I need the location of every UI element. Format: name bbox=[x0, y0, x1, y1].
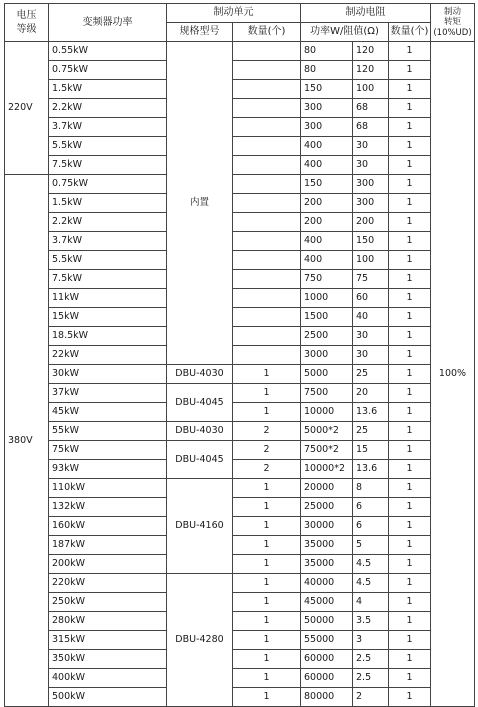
resistor-power-cell: 200 bbox=[301, 194, 353, 213]
brake-unit-qty-cell: 1 bbox=[233, 688, 301, 707]
brake-selection-table bbox=[4, 3, 475, 707]
resistor-power-cell: 1000 bbox=[301, 289, 353, 308]
inverter-power-cell: 200kW bbox=[49, 555, 167, 574]
resistor-ohm-cell: 3.5 bbox=[353, 612, 389, 631]
resistor-power-cell: 150 bbox=[301, 80, 353, 99]
brake-unit-qty-cell: 2 bbox=[233, 441, 301, 460]
table-row bbox=[5, 536, 475, 555]
resistor-qty-cell: 1 bbox=[389, 156, 431, 175]
header-resistor-qty: 数量(个) bbox=[389, 23, 431, 42]
header-torque-line2: 转矩 bbox=[443, 17, 461, 28]
brake-unit-model-cell: 内置 bbox=[167, 42, 233, 365]
resistor-ohm-cell: 120 bbox=[353, 61, 389, 80]
inverter-power-cell: 45kW bbox=[49, 403, 167, 422]
brake-unit-qty-cell: 1 bbox=[233, 612, 301, 631]
brake-unit-qty-cell: 1 bbox=[233, 669, 301, 688]
table-row bbox=[5, 631, 475, 650]
resistor-power-cell: 400 bbox=[301, 137, 353, 156]
header-brake-resistor: 制动电阻 bbox=[301, 4, 431, 23]
resistor-qty-cell: 1 bbox=[389, 669, 431, 688]
resistor-power-cell: 400 bbox=[301, 232, 353, 251]
resistor-power-cell: 40000 bbox=[301, 574, 353, 593]
resistor-qty-cell: 1 bbox=[389, 403, 431, 422]
brake-unit-qty-cell: 1 bbox=[233, 555, 301, 574]
table-row bbox=[5, 612, 475, 631]
voltage-level-cell: 380V bbox=[5, 175, 49, 707]
brake-unit-qty-cell: 1 bbox=[233, 593, 301, 612]
inverter-power-cell: 0.75kW bbox=[49, 175, 167, 194]
inverter-power-cell: 160kW bbox=[49, 517, 167, 536]
header-torque-line1: 制动 bbox=[443, 6, 461, 17]
resistor-ohm-cell: 25 bbox=[353, 422, 389, 441]
table-row bbox=[5, 555, 475, 574]
inverter-power-cell: 220kW bbox=[49, 574, 167, 593]
resistor-power-cell: 5000*2 bbox=[301, 422, 353, 441]
table-row bbox=[5, 99, 475, 118]
resistor-power-cell: 35000 bbox=[301, 555, 353, 574]
resistor-qty-cell: 1 bbox=[389, 555, 431, 574]
brake-unit-model-cell: DBU-4030 bbox=[167, 422, 233, 441]
resistor-power-cell: 25000 bbox=[301, 498, 353, 517]
voltage-level-cell: 220V bbox=[5, 42, 49, 175]
inverter-power-cell: 55kW bbox=[49, 422, 167, 441]
table-row bbox=[5, 479, 475, 498]
brake-unit-qty-cell bbox=[233, 346, 301, 365]
resistor-ohm-cell: 100 bbox=[353, 80, 389, 99]
inverter-power-cell: 0.75kW bbox=[49, 61, 167, 80]
table-row bbox=[5, 270, 475, 289]
header-voltage bbox=[5, 4, 49, 42]
brake-selection-table-wrapper bbox=[4, 3, 475, 707]
brake-unit-qty-cell bbox=[233, 42, 301, 61]
resistor-qty-cell: 1 bbox=[389, 688, 431, 707]
resistor-power-cell: 7500*2 bbox=[301, 441, 353, 460]
inverter-power-cell: 2.2kW bbox=[49, 213, 167, 232]
resistor-power-cell: 80000 bbox=[301, 688, 353, 707]
resistor-ohm-cell: 75 bbox=[353, 270, 389, 289]
table-row bbox=[5, 669, 475, 688]
inverter-power-cell: 500kW bbox=[49, 688, 167, 707]
resistor-power-cell: 20000 bbox=[301, 479, 353, 498]
brake-unit-qty-cell: 1 bbox=[233, 574, 301, 593]
resistor-qty-cell: 1 bbox=[389, 612, 431, 631]
brake-torque-cell: 100% bbox=[431, 42, 475, 707]
table-row bbox=[5, 194, 475, 213]
brake-unit-qty-cell: 2 bbox=[233, 460, 301, 479]
inverter-power-cell: 37kW bbox=[49, 384, 167, 403]
resistor-qty-cell: 1 bbox=[389, 593, 431, 612]
inverter-power-cell: 93kW bbox=[49, 460, 167, 479]
brake-unit-qty-cell: 1 bbox=[233, 403, 301, 422]
resistor-qty-cell: 1 bbox=[389, 460, 431, 479]
inverter-power-cell: 5.5kW bbox=[49, 251, 167, 270]
brake-unit-qty-cell: 1 bbox=[233, 479, 301, 498]
table-row bbox=[5, 422, 475, 441]
resistor-qty-cell: 1 bbox=[389, 574, 431, 593]
inverter-power-cell: 110kW bbox=[49, 479, 167, 498]
table-row bbox=[5, 308, 475, 327]
brake-unit-model-cell: DBU-4045 bbox=[167, 384, 233, 422]
table-row bbox=[5, 61, 475, 80]
brake-unit-model-cell: DBU-4280 bbox=[167, 574, 233, 707]
inverter-power-cell: 22kW bbox=[49, 346, 167, 365]
resistor-qty-cell: 1 bbox=[389, 479, 431, 498]
header-unit-qty: 数量(个) bbox=[233, 23, 301, 42]
resistor-qty-cell: 1 bbox=[389, 61, 431, 80]
brake-unit-qty-cell bbox=[233, 118, 301, 137]
inverter-power-cell: 18.5kW bbox=[49, 327, 167, 346]
resistor-ohm-cell: 150 bbox=[353, 232, 389, 251]
table-row bbox=[5, 327, 475, 346]
table-row bbox=[5, 213, 475, 232]
resistor-ohm-cell: 15 bbox=[353, 441, 389, 460]
resistor-qty-cell: 1 bbox=[389, 365, 431, 384]
inverter-power-cell: 1.5kW bbox=[49, 194, 167, 213]
resistor-qty-cell: 1 bbox=[389, 213, 431, 232]
resistor-power-cell: 55000 bbox=[301, 631, 353, 650]
resistor-ohm-cell: 100 bbox=[353, 251, 389, 270]
resistor-ohm-cell: 25 bbox=[353, 365, 389, 384]
resistor-power-cell: 30000 bbox=[301, 517, 353, 536]
resistor-power-cell: 2500 bbox=[301, 327, 353, 346]
resistor-qty-cell: 1 bbox=[389, 441, 431, 460]
inverter-power-cell: 3.7kW bbox=[49, 118, 167, 137]
resistor-qty-cell: 1 bbox=[389, 327, 431, 346]
resistor-power-cell: 750 bbox=[301, 270, 353, 289]
brake-unit-qty-cell bbox=[233, 80, 301, 99]
resistor-ohm-cell: 4 bbox=[353, 593, 389, 612]
table-row bbox=[5, 156, 475, 175]
resistor-qty-cell: 1 bbox=[389, 631, 431, 650]
resistor-ohm-cell: 13.6 bbox=[353, 403, 389, 422]
resistor-ohm-cell: 40 bbox=[353, 308, 389, 327]
inverter-power-cell: 11kW bbox=[49, 289, 167, 308]
table-row bbox=[5, 384, 475, 403]
table-row bbox=[5, 460, 475, 479]
resistor-power-cell: 80 bbox=[301, 42, 353, 61]
table-row bbox=[5, 688, 475, 707]
table-row bbox=[5, 80, 475, 99]
resistor-ohm-cell: 4.5 bbox=[353, 555, 389, 574]
resistor-qty-cell: 1 bbox=[389, 308, 431, 327]
resistor-power-cell: 400 bbox=[301, 156, 353, 175]
inverter-power-cell: 3.7kW bbox=[49, 232, 167, 251]
resistor-ohm-cell: 8 bbox=[353, 479, 389, 498]
table-row bbox=[5, 441, 475, 460]
resistor-ohm-cell: 2.5 bbox=[353, 650, 389, 669]
brake-unit-qty-cell bbox=[233, 251, 301, 270]
inverter-power-cell: 2.2kW bbox=[49, 99, 167, 118]
resistor-qty-cell: 1 bbox=[389, 232, 431, 251]
header-brake-torque bbox=[431, 4, 475, 42]
resistor-qty-cell: 1 bbox=[389, 289, 431, 308]
resistor-ohm-cell: 3 bbox=[353, 631, 389, 650]
table-row bbox=[5, 251, 475, 270]
resistor-ohm-cell: 30 bbox=[353, 346, 389, 365]
resistor-qty-cell: 1 bbox=[389, 270, 431, 289]
resistor-qty-cell: 1 bbox=[389, 175, 431, 194]
resistor-power-cell: 80 bbox=[301, 61, 353, 80]
brake-unit-qty-cell: 1 bbox=[233, 631, 301, 650]
brake-unit-qty-cell bbox=[233, 194, 301, 213]
inverter-power-cell: 132kW bbox=[49, 498, 167, 517]
inverter-power-cell: 0.55kW bbox=[49, 42, 167, 61]
resistor-power-cell: 50000 bbox=[301, 612, 353, 631]
inverter-power-cell: 400kW bbox=[49, 669, 167, 688]
table-row bbox=[5, 498, 475, 517]
resistor-ohm-cell: 68 bbox=[353, 99, 389, 118]
resistor-ohm-cell: 68 bbox=[353, 118, 389, 137]
resistor-qty-cell: 1 bbox=[389, 194, 431, 213]
brake-unit-qty-cell bbox=[233, 270, 301, 289]
resistor-power-cell: 10000*2 bbox=[301, 460, 353, 479]
table-row bbox=[5, 232, 475, 251]
resistor-ohm-cell: 13.6 bbox=[353, 460, 389, 479]
header-torque-line3: (10%UD) bbox=[433, 27, 472, 38]
table-row bbox=[5, 593, 475, 612]
resistor-ohm-cell: 200 bbox=[353, 213, 389, 232]
brake-unit-qty-cell bbox=[233, 61, 301, 80]
brake-unit-qty-cell bbox=[233, 232, 301, 251]
resistor-qty-cell: 1 bbox=[389, 346, 431, 365]
resistor-qty-cell: 1 bbox=[389, 99, 431, 118]
table-row bbox=[5, 42, 475, 61]
resistor-ohm-cell: 30 bbox=[353, 156, 389, 175]
inverter-power-cell: 7.5kW bbox=[49, 270, 167, 289]
brake-unit-qty-cell bbox=[233, 137, 301, 156]
brake-unit-qty-cell: 1 bbox=[233, 384, 301, 403]
inverter-power-cell: 350kW bbox=[49, 650, 167, 669]
header-voltage-line2: 等级 bbox=[16, 23, 37, 35]
resistor-ohm-cell: 300 bbox=[353, 194, 389, 213]
table-row bbox=[5, 574, 475, 593]
resistor-power-cell: 60000 bbox=[301, 650, 353, 669]
brake-unit-qty-cell: 1 bbox=[233, 536, 301, 555]
resistor-ohm-cell: 300 bbox=[353, 175, 389, 194]
resistor-qty-cell: 1 bbox=[389, 422, 431, 441]
resistor-qty-cell: 1 bbox=[389, 517, 431, 536]
inverter-power-cell: 30kW bbox=[49, 365, 167, 384]
table-row bbox=[5, 137, 475, 156]
header-voltage-line1: 电压 bbox=[16, 9, 37, 21]
inverter-power-cell: 1.5kW bbox=[49, 80, 167, 99]
inverter-power-cell: 7.5kW bbox=[49, 156, 167, 175]
resistor-qty-cell: 1 bbox=[389, 80, 431, 99]
brake-unit-qty-cell bbox=[233, 99, 301, 118]
resistor-qty-cell: 1 bbox=[389, 536, 431, 555]
brake-unit-qty-cell: 1 bbox=[233, 498, 301, 517]
resistor-power-cell: 3000 bbox=[301, 346, 353, 365]
brake-unit-qty-cell bbox=[233, 175, 301, 194]
table-row bbox=[5, 346, 475, 365]
resistor-ohm-cell: 120 bbox=[353, 42, 389, 61]
header-brake-unit: 制动单元 bbox=[167, 4, 301, 23]
resistor-qty-cell: 1 bbox=[389, 251, 431, 270]
inverter-power-cell: 187kW bbox=[49, 536, 167, 555]
header-resistor-spec: 功率W/阻值(Ω) bbox=[301, 23, 389, 42]
inverter-power-cell: 75kW bbox=[49, 441, 167, 460]
resistor-ohm-cell: 30 bbox=[353, 137, 389, 156]
brake-unit-model-cell: DBU-4045 bbox=[167, 441, 233, 479]
resistor-power-cell: 300 bbox=[301, 118, 353, 137]
inverter-power-cell: 315kW bbox=[49, 631, 167, 650]
resistor-ohm-cell: 6 bbox=[353, 517, 389, 536]
resistor-qty-cell: 1 bbox=[389, 498, 431, 517]
resistor-power-cell: 400 bbox=[301, 251, 353, 270]
resistor-power-cell: 5000 bbox=[301, 365, 353, 384]
table-row bbox=[5, 517, 475, 536]
table-row bbox=[5, 118, 475, 137]
resistor-power-cell: 150 bbox=[301, 175, 353, 194]
brake-unit-qty-cell: 1 bbox=[233, 517, 301, 536]
inverter-power-cell: 15kW bbox=[49, 308, 167, 327]
resistor-ohm-cell: 6 bbox=[353, 498, 389, 517]
resistor-ohm-cell: 2 bbox=[353, 688, 389, 707]
header-power: 变频器功率 bbox=[49, 4, 167, 42]
table-row bbox=[5, 403, 475, 422]
resistor-ohm-cell: 60 bbox=[353, 289, 389, 308]
resistor-qty-cell: 1 bbox=[389, 650, 431, 669]
resistor-power-cell: 300 bbox=[301, 99, 353, 118]
resistor-ohm-cell: 20 bbox=[353, 384, 389, 403]
brake-unit-qty-cell bbox=[233, 289, 301, 308]
resistor-ohm-cell: 5 bbox=[353, 536, 389, 555]
resistor-qty-cell: 1 bbox=[389, 42, 431, 61]
brake-unit-qty-cell: 1 bbox=[233, 650, 301, 669]
brake-unit-qty-cell bbox=[233, 156, 301, 175]
resistor-power-cell: 35000 bbox=[301, 536, 353, 555]
brake-unit-qty-cell bbox=[233, 213, 301, 232]
inverter-power-cell: 5.5kW bbox=[49, 137, 167, 156]
resistor-power-cell: 200 bbox=[301, 213, 353, 232]
inverter-power-cell: 280kW bbox=[49, 612, 167, 631]
resistor-power-cell: 1500 bbox=[301, 308, 353, 327]
resistor-qty-cell: 1 bbox=[389, 137, 431, 156]
inverter-power-cell: 250kW bbox=[49, 593, 167, 612]
resistor-ohm-cell: 4.5 bbox=[353, 574, 389, 593]
resistor-qty-cell: 1 bbox=[389, 384, 431, 403]
header-model: 规格型号 bbox=[167, 23, 233, 42]
resistor-power-cell: 7500 bbox=[301, 384, 353, 403]
brake-unit-qty-cell: 2 bbox=[233, 422, 301, 441]
resistor-qty-cell: 1 bbox=[389, 118, 431, 137]
brake-unit-qty-cell: 1 bbox=[233, 365, 301, 384]
brake-unit-qty-cell bbox=[233, 308, 301, 327]
table-row bbox=[5, 175, 475, 194]
resistor-ohm-cell: 2.5 bbox=[353, 669, 389, 688]
table-row bbox=[5, 289, 475, 308]
resistor-power-cell: 10000 bbox=[301, 403, 353, 422]
brake-unit-qty-cell bbox=[233, 327, 301, 346]
table-row bbox=[5, 365, 475, 384]
resistor-power-cell: 60000 bbox=[301, 669, 353, 688]
brake-unit-model-cell: DBU-4160 bbox=[167, 479, 233, 574]
resistor-ohm-cell: 30 bbox=[353, 327, 389, 346]
brake-unit-model-cell: DBU-4030 bbox=[167, 365, 233, 384]
resistor-power-cell: 45000 bbox=[301, 593, 353, 612]
header-row-1 bbox=[5, 4, 475, 23]
